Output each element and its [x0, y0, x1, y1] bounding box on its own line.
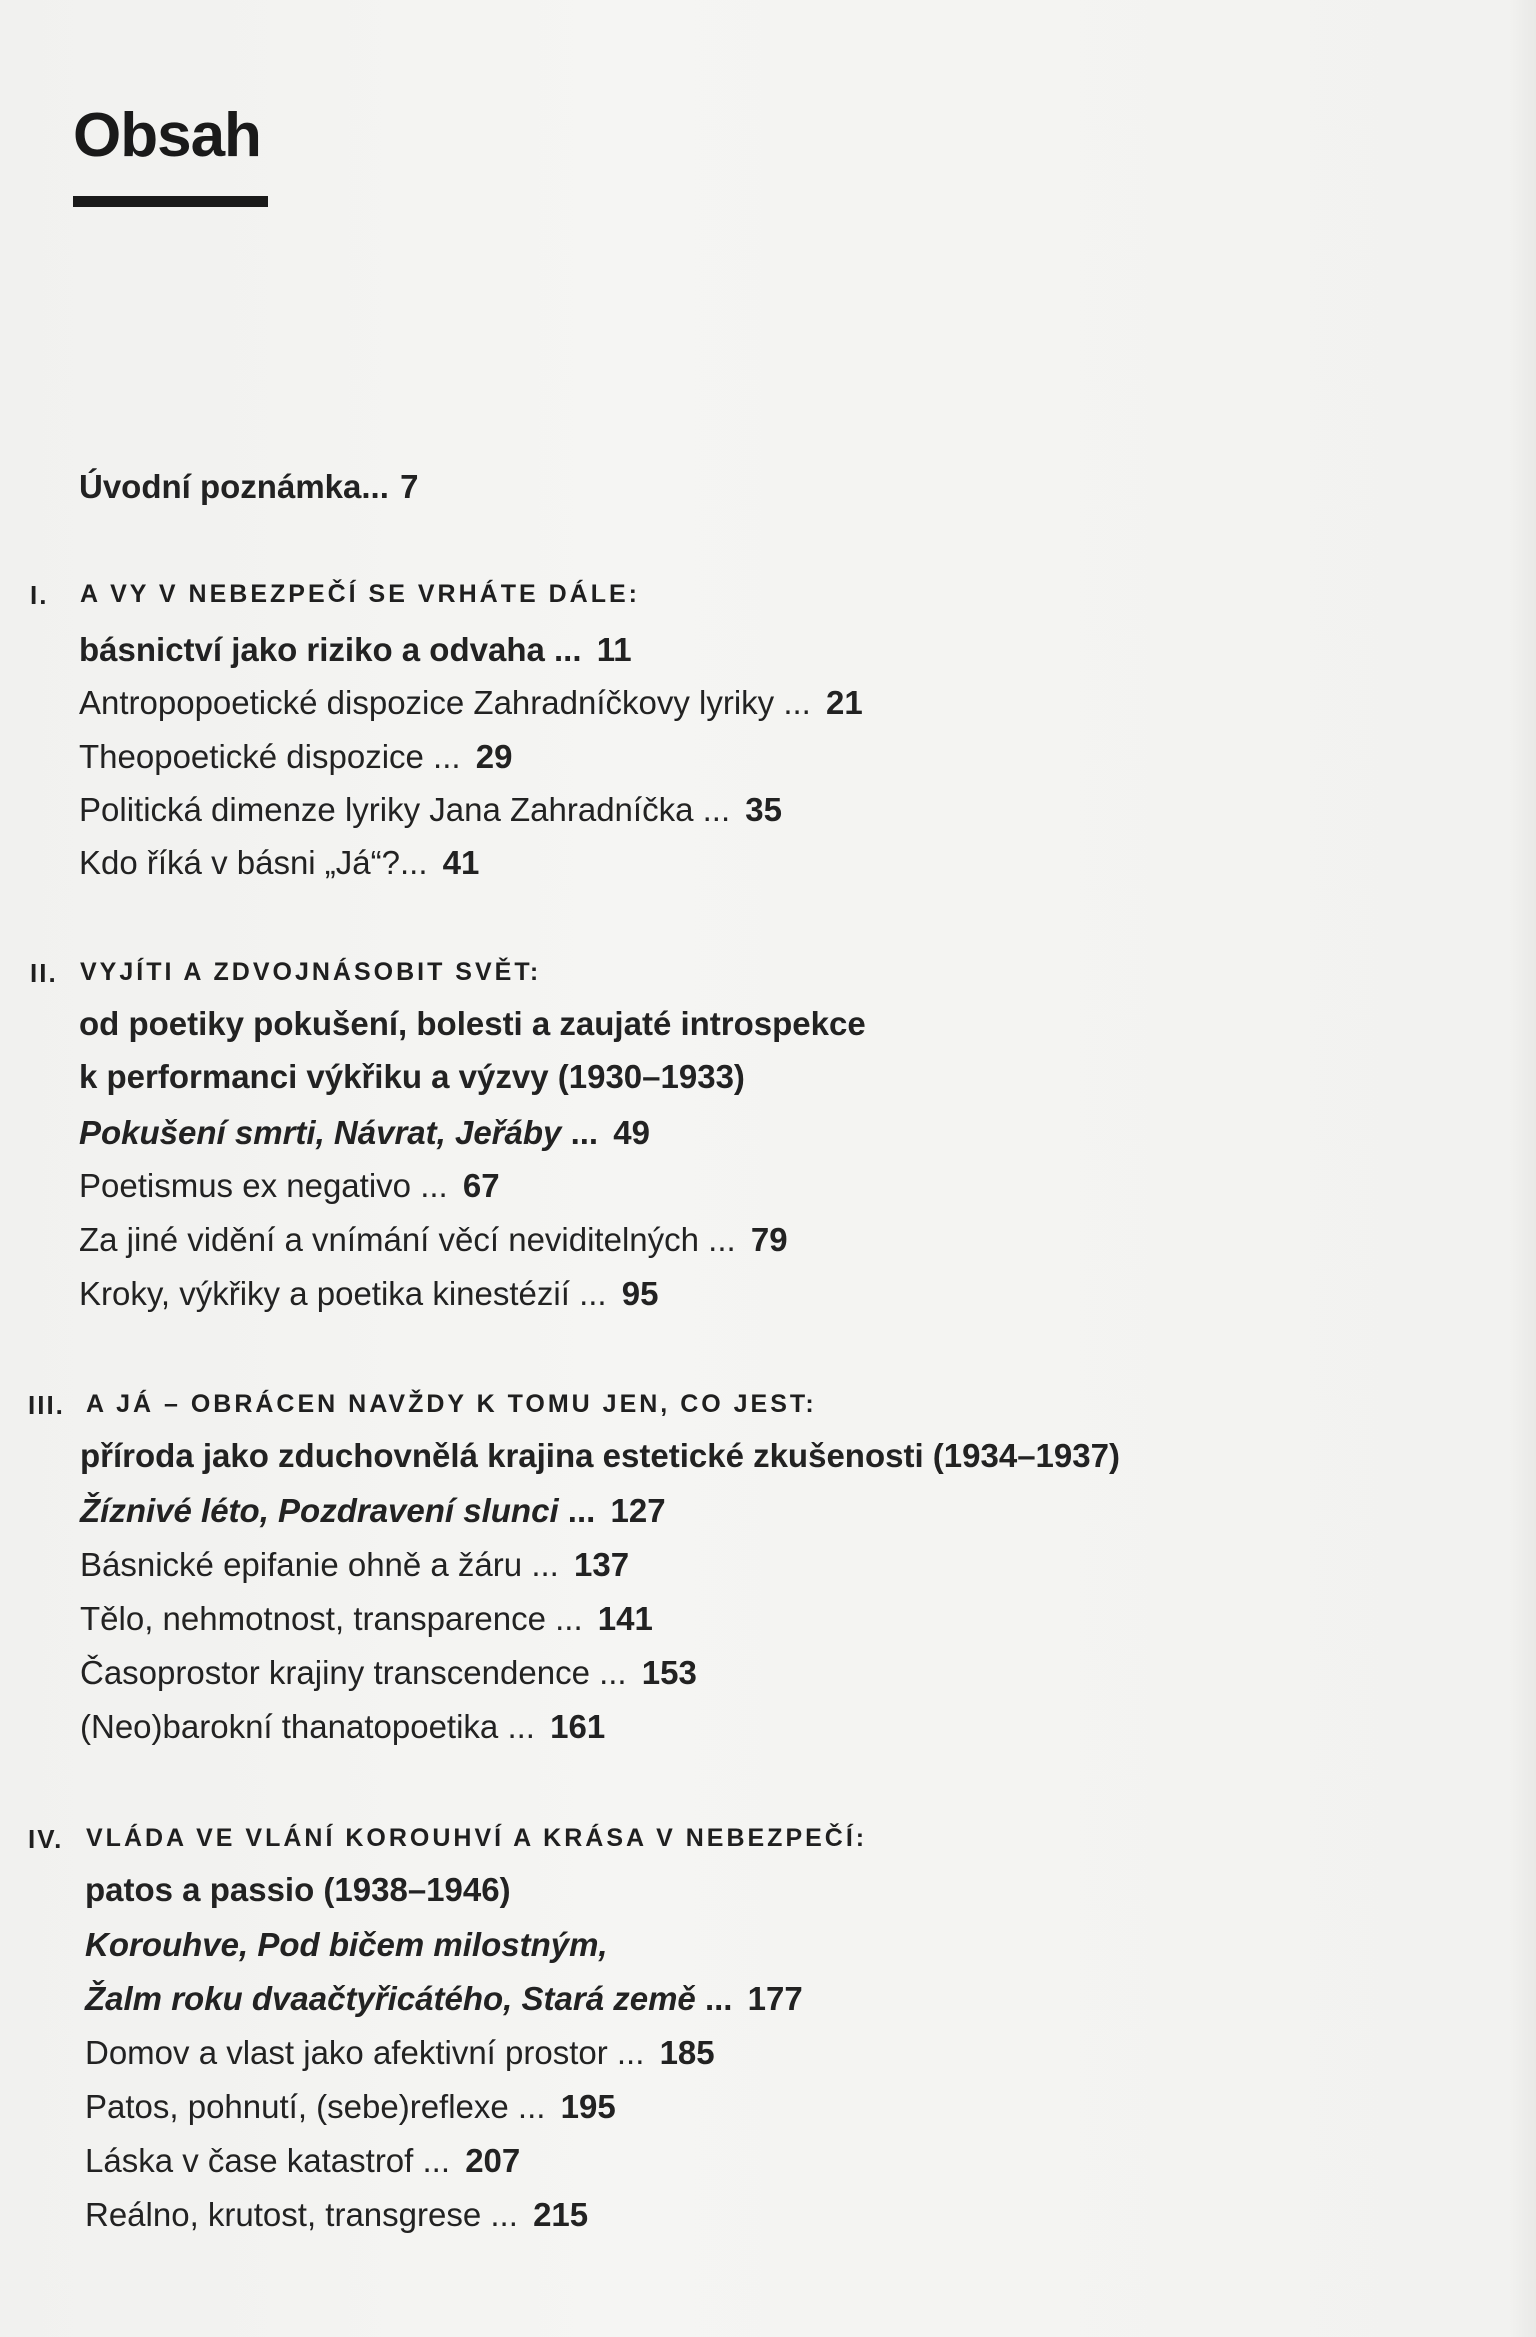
toc-entry-text: Úvodní poznámka [79, 468, 362, 505]
toc-page-number: 161 [550, 1708, 606, 1745]
toc-entry[interactable] [80, 1653, 697, 1693]
toc-separator: ... [507, 1708, 535, 1745]
toc-entry-text: básnictví jako riziko a odvaha [79, 631, 545, 668]
toc-entry-text: Poetismus ex negativo [79, 1167, 412, 1204]
toc-entry-works[interactable] [85, 1979, 803, 2019]
toc-separator: ... [422, 2142, 451, 2179]
toc-page-number: 11 [596, 631, 632, 668]
section-1-heading: A VY V NEBEZPEČÍ SE VRHÁTE DÁLE: [80, 580, 640, 608]
toc-entry-text: Tělo, nehmotnost, transparence [80, 1600, 546, 1637]
toc-separator: ... [554, 631, 582, 668]
toc-separator: ... [399, 844, 428, 881]
section-2-number: II. [30, 958, 58, 988]
toc-entry[interactable] [85, 2087, 616, 2127]
page-edge-shadow [1508, 0, 1536, 2337]
toc-page-number: 95 [621, 1275, 659, 1312]
toc-entry-text: Za jiné vidění a vnímání věcí neviditelných [79, 1221, 699, 1258]
toc-entry-text: Reálno, krutost, transgrese [85, 2196, 482, 2233]
toc-entry-works-line-1: Korouhve, Pod bičem milostným, [85, 1926, 608, 1963]
toc-page-number: 7 [400, 468, 419, 505]
toc-entry[interactable] [79, 1166, 500, 1206]
section-4-subtitle: patos a passio (1938–1946) [85, 1871, 511, 1908]
section-3-number: III. [28, 1390, 65, 1420]
toc-page-number: 185 [659, 2034, 715, 2071]
toc-page-number: 207 [465, 2142, 521, 2179]
toc-entry[interactable] [79, 1274, 658, 1314]
toc-separator: ... [702, 791, 731, 828]
title-underline [73, 196, 268, 207]
page-title: Obsah [73, 101, 261, 170]
toc-entry-text: Láska v čase katastrof [85, 2142, 414, 2179]
toc-entry[interactable] [79, 737, 512, 777]
toc-entry-works[interactable] [80, 1491, 666, 1531]
toc-separator: ... [704, 1980, 733, 2017]
toc-page-number: 141 [597, 1600, 653, 1637]
toc-entry[interactable] [79, 790, 782, 830]
toc-separator: ... [567, 1492, 596, 1529]
section-2-subtitle-line-2: k performanci výkřiku a výzvy (1930–1933) [79, 1058, 745, 1095]
toc-page-number: 137 [574, 1546, 630, 1583]
toc-entry[interactable] [80, 1599, 653, 1639]
toc-page-number: 215 [533, 2196, 589, 2233]
toc-page-number: 79 [750, 1221, 788, 1258]
toc-entry[interactable] [85, 2195, 588, 2235]
toc-page-number: 127 [610, 1492, 666, 1529]
toc-entry-intro[interactable] [79, 467, 418, 507]
toc-entry-text: Patos, pohnutí, (sebe)reflexe [85, 2088, 509, 2125]
toc-separator: ... [531, 1546, 559, 1583]
section-4-heading: VLÁDA VE VLÁNÍ KOROUHVÍ A KRÁSA V NEBEZPEČÍ: [86, 1824, 868, 1852]
toc-entry-works[interactable] [79, 1113, 650, 1153]
toc-entry-text: Politická dimenze lyriky Jana Zahradníčka [79, 791, 694, 828]
toc-page-number: 41 [442, 844, 480, 881]
toc-separator: ... [517, 2088, 546, 2125]
toc-entry[interactable] [80, 1707, 605, 1747]
toc-separator: ... [361, 468, 389, 505]
toc-separator: ... [579, 1275, 607, 1312]
section-1-subtitle[interactable] [79, 630, 632, 670]
section-1-number: I. [30, 580, 49, 610]
toc-page-number: 177 [747, 1980, 803, 2017]
toc-entry-text: Časoprostor krajiny transcendence [80, 1654, 590, 1691]
toc-page-number: 35 [745, 791, 783, 828]
toc-page-number: 153 [641, 1654, 697, 1691]
section-3-subtitle: příroda jako zduchovnělá krajina estetické zkušenosti (1934–1937) [80, 1437, 1120, 1474]
section-3-heading: A JÁ – OBRÁCEN NAVŽDY K TOMU JEN, CO JEST: [86, 1390, 817, 1418]
section-2-subtitle-line-1: od poetiky pokušení, bolesti a zaujaté introspekce [79, 1005, 866, 1042]
toc-entry-text: Pokušení smrti, Návrat, Jeřáby [79, 1114, 562, 1151]
toc-separator: ... [616, 2034, 645, 2071]
toc-separator: ... [783, 684, 811, 721]
toc-entry-text: (Neo)barokní thanatopoetika [80, 1708, 499, 1745]
toc-entry-text: Kdo říká v básni „Já“? [79, 844, 400, 881]
toc-page-number: 67 [462, 1167, 500, 1204]
toc-entry-text: Básnické epifanie ohně a žáru [80, 1546, 523, 1583]
toc-entry[interactable] [85, 2033, 715, 2073]
toc-entry[interactable] [79, 1220, 788, 1260]
toc-entry-text: Antropopoetické dispozice Zahradníčkovy lyriky [79, 684, 775, 721]
toc-separator: ... [433, 738, 461, 775]
toc-entry[interactable] [79, 843, 479, 883]
toc-entry-text: Žalm roku dvaačtyřicátého, Stará země [85, 1980, 696, 2017]
toc-entry[interactable] [85, 2141, 520, 2181]
toc-separator: ... [490, 2196, 518, 2233]
toc-page-number: 49 [613, 1114, 650, 1151]
toc-entry-text: Kroky, výkřiky a poetika kinestézií [79, 1275, 570, 1312]
toc-separator: ... [599, 1654, 627, 1691]
toc-entry[interactable] [79, 683, 863, 723]
toc-page-number: 29 [475, 738, 513, 775]
toc-page-number: 21 [826, 684, 863, 721]
toc-separator: ... [420, 1167, 448, 1204]
toc-entry-text: Domov a vlast jako afektivní prostor [85, 2034, 608, 2071]
toc-entry-text: Theopoetické dispozice [79, 738, 424, 775]
toc-separator: ... [570, 1114, 599, 1151]
section-2-heading: VYJÍTI A ZDVOJNÁSOBIT SVĚT: [80, 958, 542, 986]
toc-entry-text: Žíznivé léto, Pozdravení slunci [80, 1492, 559, 1529]
toc-entry[interactable] [80, 1545, 629, 1585]
toc-separator: ... [555, 1600, 583, 1637]
toc-page-number: 195 [560, 2088, 616, 2125]
toc-separator: ... [708, 1221, 736, 1258]
section-4-number: IV. [28, 1824, 64, 1854]
